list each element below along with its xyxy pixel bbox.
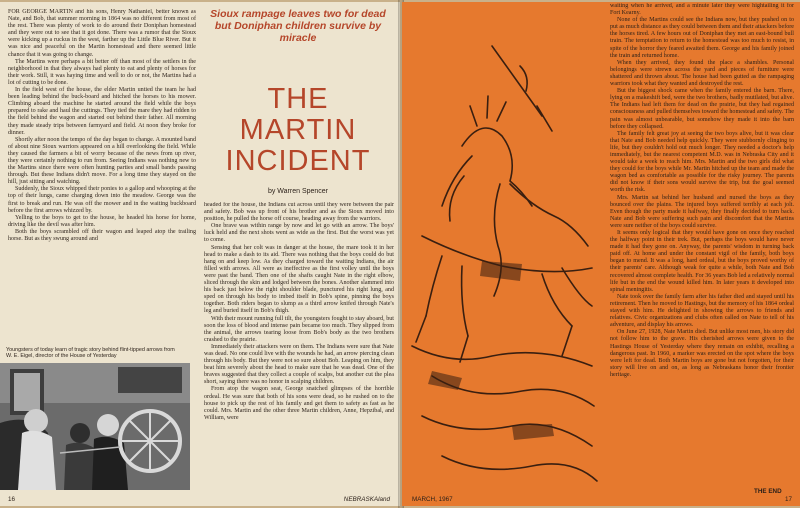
page-number-left: 16 [8, 496, 16, 503]
paragraph: Sensing that her colt was in danger at the house, the mare took it in her head to make a dash to its aid. There was nothing that the boys could do but hang on and keep low. As they charged toward the waiting Indians, the air filled with arrows. All were as ineffective as the first volley until the boys were past the band. Then one of the shafts caught Nate in the right elbow, sliced through the skin and lodged between the bones. Another slammed into his back just below the right shoulder blade, punctured his right lung, and sped on through his body to imbed itself in Bob's spine, pinning the boys together. Both riders began to slump as a third arrow knifed through Nate's leg and buried itself in Bob's thigh. [204, 244, 394, 315]
paragraph: The Martins were perhaps a bit better off than most of the settlers in the neighborhood in that they always had plenty to eat and plenty of horses for their work. Still, it was haying time and well to do or not, the Martins had a lot of cutting to be done. [8, 58, 196, 86]
paragraph: In the field west of the house, the elder Martin untied the team he had been leading behind the buck-board and hitched the horses to his mower. Climbing aboard the machine he started around the field while the boys prepared to rake and haul the cuttings. They tied the mare they had ridden to the field behind the wagon and started out behind their father. All morning they made steady trips between farmyard and field. At noon they broke for dinner. [8, 87, 196, 136]
paragraph: With their mount running full tilt, the youngsters fought to stay aboard, but soon the loss of blood and intense pain became too much. They slipped from the animal, the arrows tearing loose from Bob's body as the two brothers crashed to the prairie. [204, 315, 394, 343]
article-column-1 [8, 9, 196, 342]
left-page [0, 2, 400, 506]
paragraph: Both the boys scrambled off their wagon and leaped atop the trailing horse. But as they swung around and [8, 228, 196, 242]
museum-photo [0, 363, 190, 490]
paragraph: But the biggest shock came when the family entered the barn. There, lying on a makeshift bed, were the two brothers, badly mutilated, but alive. The Indians had left them for dead on the prairie, but they had regained consciousness and pulled themselves toward the homestead and safety. The pain was almost unbearable, but somehow they made it into the barn before they collapsed. [610, 88, 794, 130]
paragraph: The family felt great joy at seeing the two boys alive, but it was clear that Nate and Bob needed help quickly. They were stubbornly clinging to life, but they couldn't hold out much longer. They needed a doctor's help immediately, but the nearest competent M.D. was in Nebraska City and it would take a week to reach him. Mrs. Martin and the two girls did what they could for the boys while Mr. Martin hitched up the team and made the wagon bed as comfortable as possible for the risky journey. The parents did not know if their sons would survive the trip, but the goal seemed worth the risk. [610, 130, 794, 194]
paragraph: One brave was within range by now and let go with an arrow. The boys' luck held and the next shots went as wide as the first. But the worst was yet to come. [204, 223, 394, 244]
paragraph: Shortly after noon the tempo of the day began to change. A mounted band of about nine Sioux warriors appeared on a hill overlooking the field. While they caused the farmers a bit of worry because of the news from up river, they were certainly nothing to run from. Seeing Indians was nothing new to the Martins since there were often hunting parties and small bands passing through. But these Indians didn't move. For a long time they stayed on the hill, just sitting and watching. [8, 136, 196, 186]
paragraph: Nate took over the family farm after his father died and stayed until his retirement. Then he moved to Hastings, but the memory of his 1864 ordeal stayed with him. He delighted in showing the arrows to friends and relatives. Civic organizations and clubs often called on Nate to tell of his adventure, and display his arrows. [610, 293, 794, 329]
paragraph: On June 27, 1928, Nate Martin died. But unlike most men, his story did not follow him to the grave. His cherished arrows were given to the Hastings House of Yesterday where they remain on exhibit, recalling a dangerous past. In 1960, a marker was erected on the spot where the boys were left for dead. Both Martin boys are gone but not forgotten, for their story will live on and on, as long as Nebraskans honor their frontier heritage. [610, 329, 794, 378]
page-number-right: 17 [784, 496, 792, 503]
opening-paragraph: FOR GEORGE MARTIN and his sons, Henry Nathaniel, better known as Nate, and Bob, that summer morning in 1864 was no different from most of the rest. There was plenty of work to do around their Doniphan homestead and they were out to see that it got done. There was a rumor that the Sioux were kicking up a ruckus in the west, farther up the Little Blue River. But it was nice and peaceful on the Martin homestead and there seemed little chance that it was going to change. [8, 9, 196, 58]
photo-caption: Youngsters of today learn of tragic story behind flint-tipped arrows from W. E. Eigel, director of the House of Yesterday [6, 347, 175, 360]
end-mark: THE END [754, 488, 782, 495]
paragraph: From atop the wagon seat, George snatched glimpses of the horrible ordeal. He was sure that both of his sons were dead, so he rushed on to the house to pick up the rest of his family and get them to safety as fast as he could. Mrs. Martin and the other three Martin children, Anne, Hepzibal, and William, were [204, 386, 394, 421]
paragraph: None of the Martins could see the Indians now, but they pushed on to put as much distance as they could between them and their attackers before the horses tired. A few hours out of Doniphan they met an east-bound bull train. The temptation to return to the homestead was too much to resist, in spite of the horror they feared awaited them. George and his family joined the train and returned home. [610, 17, 794, 59]
issue-date: MARCH, 1967 [412, 496, 453, 503]
headline: Sioux rampage leaves two for dead but Doniphan children survive by miracle [210, 8, 386, 44]
article-column-2 [204, 202, 394, 496]
paragraph: It seems only logical that they would have gone on once they reached the halfway point in their trek. But, perhaps the boys would have never made it had they gone on. Anyway, the parents' wisdom in turning back paid off. At home and under the constant vigil of the family, both boys began to mend. It was a long, hard ordeal, but the boys proved worthy of their parents' care. Although weak for quite a while, both Nate and Bob recovered almost complete health. For 36 years Bob led a relatively normal life but in the end the wound killed him. In later years it developed into spinal meningitis. [610, 230, 794, 293]
paragraph: Mrs. Martin sat behind her husband and nursed the boys as they bounced over the plains. The injured boys suffered terribly at each jolt. Even though the party made it halfway, they finally decided to turn back. Nate and Bob were suffering such pain and discomfort that the Martins were sure neither of the boys could survive. [610, 194, 794, 229]
paragraph: When they arrived, they found the place a shambles. Personal belongings were strewn across the yard and pieces of furniture were shattered and thrown about. The house had been gutted as the rampaging warriors took what they wanted and destroyed the rest. [610, 59, 794, 88]
paragraph: headed for the house, the Indians cut across until they were between the pair and safety. Bob was up front of his brother and as the Sioux moved into position, he pulled the horse off course, heading away from the warriors. [204, 202, 394, 223]
photo-illustration [0, 363, 190, 490]
paragraph: Yelling to the boys to get to the house, he headed his horse for home, driving like the devil was after him. [8, 214, 196, 228]
warrior-on-horse-illustration [402, 6, 600, 502]
paragraph: Immediately their attackers were on them. The Indians were sure that Nate was dead. No one could live with the wounds he had, an arrow piercing clean through his body. But they were not so sure about Bob. Leaping on him, they beat him severely about the head to make sure that he was dead. One of the braves suggested that they collect a couple of scalps, but another cut the plea short, saying there was no honor in scalping children. [204, 343, 394, 386]
paragraph: waiting when he arrived, and a minute later they were hightailing it for Fort Kearny. [610, 3, 794, 17]
article-title: THE MARTIN INCIDENT [225, 83, 371, 177]
right-page [402, 2, 800, 506]
article-column-3 [610, 3, 794, 485]
byline: by Warren Spencer [267, 188, 329, 195]
magazine-name: NEBRASKAland [343, 496, 390, 503]
paragraph: Suddenly, the Sioux whipped their ponies to a gallop and whooping at the top of their lungs, came charging down into the meadow. George was the first to break and run. He was off the mower and in the waiting buckboard before the first arrows whizzed by. [8, 186, 196, 214]
